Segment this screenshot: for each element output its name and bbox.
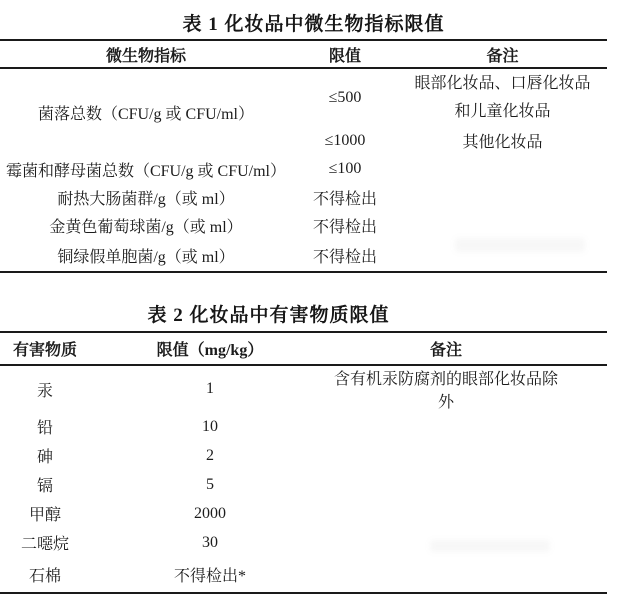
- table2-header-row: [0, 332, 607, 365]
- table2-header-note: 备注: [429, 342, 462, 359]
- table1-title: 表 1 化妆品中微生物指标限值: [182, 14, 445, 35]
- indicator-cell: 菌落总数（CFU/g 或 CFU/ml）: [37, 105, 255, 123]
- table-row: [0, 155, 607, 183]
- limit-cell: 不得检出: [312, 248, 377, 266]
- substance-cell: 铅: [36, 420, 53, 437]
- note-cell: [398, 155, 607, 183]
- table-row: [0, 499, 607, 528]
- limit-cell: ≤100: [328, 160, 362, 177]
- limit-cell: 10: [202, 417, 218, 435]
- table-row: [0, 183, 607, 211]
- note-cell: [398, 183, 607, 211]
- table2-header-substance: 有害物质: [12, 342, 77, 359]
- watermark-smudge: [430, 540, 550, 552]
- table-row: [0, 412, 607, 441]
- table1-header-limit: 限值: [328, 47, 361, 65]
- substance-cell: 汞: [36, 382, 53, 400]
- indicator-cell: 耐热大肠菌群/g（或 ml）: [57, 190, 235, 208]
- harmful-substance-limits-table: [0, 331, 607, 594]
- note-line: 眼部化妆品、口唇化妆品: [414, 74, 591, 92]
- table2-title: 表 2 化妆品中有害物质限值: [147, 305, 390, 326]
- table-row: [0, 557, 607, 593]
- substance-cell: 二噁烷: [20, 536, 69, 553]
- note-cell: [330, 557, 607, 593]
- limit-cell: 30: [202, 533, 218, 551]
- substance-cell: 甲醇: [28, 507, 61, 524]
- indicator-cell: 金黄色葡萄球菌/g（或 ml）: [49, 218, 243, 236]
- table-row: [0, 441, 607, 470]
- limit-cell: 2000: [194, 504, 226, 522]
- limit-cell: 5: [206, 475, 214, 493]
- table-row: [0, 365, 607, 412]
- watermark-smudge: [455, 238, 585, 252]
- table1-header-row: [0, 40, 607, 68]
- limit-cell: 不得检出: [312, 190, 377, 208]
- indicator-cell: 霉菌和酵母菌总数（CFU/g 或 CFU/ml）: [5, 162, 287, 180]
- table-row: [0, 68, 607, 126]
- note-cell: [398, 211, 607, 239]
- limit-cell: 1: [206, 380, 214, 397]
- note-cell: [330, 470, 607, 499]
- table-row: [0, 470, 607, 499]
- limit-cell: 不得检出: [312, 218, 377, 236]
- note-cell: [398, 68, 607, 126]
- indicator-cell: 铜绿假单胞菌/g（或 ml）: [57, 248, 235, 266]
- note-cell: [330, 441, 607, 470]
- table1-header-note: 备注: [486, 47, 519, 65]
- limit-cell: ≤500: [328, 88, 362, 106]
- note-cell: 其他化妆品: [462, 134, 543, 151]
- note-cell: [330, 499, 607, 528]
- table1-header-indicator: 微生物指标: [105, 47, 186, 65]
- limit-cell: 2: [206, 446, 214, 464]
- note-cell: 含有机汞防腐剂的眼部化妆品除外: [333, 371, 558, 411]
- substance-cell: 石棉: [28, 568, 61, 585]
- limit-cell: ≤1000: [324, 131, 366, 149]
- table-row: [0, 211, 607, 239]
- substance-cell: 砷: [36, 449, 53, 466]
- note-cell: [330, 412, 607, 441]
- limit-cell: 不得检出*: [173, 568, 246, 585]
- note-line: 和儿童化妆品: [454, 102, 551, 120]
- table2-header-limit: 限值（mg/kg）: [156, 342, 264, 359]
- substance-cell: 镉: [36, 478, 53, 495]
